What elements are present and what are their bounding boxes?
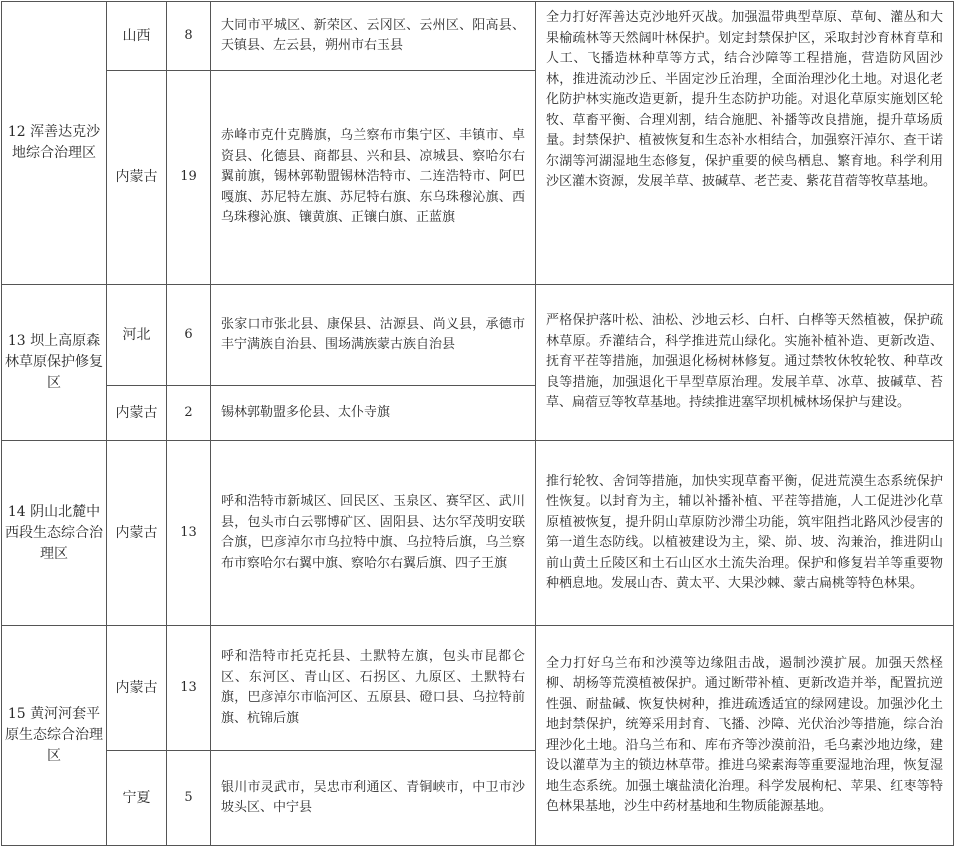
- county-count-cell: 6: [167, 285, 211, 386]
- counties-cell: 大同市平城区、新荣区、云冈区、云州区、阳高县、天镇县、左云县，朔州市右玉县: [211, 2, 536, 71]
- county-count-cell: 13: [167, 441, 211, 626]
- ecological-zones-table: [1, 1, 954, 846]
- counties-cell: 呼和浩特市托克托县、土默特左旗，包头市昆都仑区、东河区、青山区、石拐区、九原区、土默特右旗，巴彦淖尔市临河区、五原县、磴口县、乌拉特前旗、杭锦后旗: [211, 626, 536, 751]
- county-count-cell: 2: [167, 386, 211, 441]
- province-cell: 内蒙古: [107, 441, 167, 626]
- county-count-cell: 8: [167, 2, 211, 71]
- province-cell: 内蒙古: [107, 71, 167, 285]
- province-cell: 内蒙古: [107, 626, 167, 751]
- table-row: [2, 285, 954, 386]
- zone-name-cell: 13 坝上高原森林草原保护修复区: [2, 285, 107, 441]
- measures-cell: 推行轮牧、舍饲等措施，加快实现草畜平衡，促进荒漠生态系统保护性恢复。以封育为主，辅以补播补植、平茬等措施，人工促进沙化草原植被恢复，提升阴山草原防沙滞尘功能，筑牢阻挡北路风沙侵害的第一道生态防线。以植被建设为主，梁、峁、坡、沟兼治，推进阴山前山黄土丘陵区和土石山区水土流失治理。保护和修复岩羊等重要物种栖息地。发展山杏、黄太平、大果沙棘、蒙古扁桃等特色林果。: [536, 441, 954, 626]
- counties-cell: 银川市灵武市，吴忠市利通区、青铜峡市，中卫市沙坡头区、中宁县: [211, 751, 536, 846]
- table-row: [2, 2, 954, 71]
- table-row: [2, 626, 954, 751]
- province-cell: 内蒙古: [107, 386, 167, 441]
- counties-cell: 赤峰市克什克腾旗，乌兰察布市集宁区、丰镇市、卓资县、化德县、商都县、兴和县、凉城县、察哈尔右翼前旗，锡林郭勒盟锡林浩特市、二连浩特市、阿巴嘎旗、苏尼特左旗、苏尼特右旗、东乌珠穆沁旗、西乌珠穆沁旗、镶黄旗、正镶白旗、正蓝旗: [211, 71, 536, 285]
- zone-name-cell: 15 黄河河套平原生态综合治理区: [2, 626, 107, 846]
- measures-cell: 全力打好乌兰布和沙漠等边缘阻击战，遏制沙漠扩展。加强天然柽柳、胡杨等荒漠植被保护。通过断带补植、更新改造并举，配置抗逆性强、耐盐碱、恢复快树种，推进疏透适宜的绿网建设。加强沙化土地封禁保护，统筹采用封育、飞播、沙障、光伏治沙等措施，综合治理沙化土地。沿乌兰布和、库布齐等沙漠前沿，毛乌素沙地边缘，建设以灌草为主的锁边林草带。推进乌梁素海等重要湿地治理，恢复湿地生态系统。加强土壤盐渍化治理。科学发展枸杞、苹果、红枣等特色林果基地，沙生中药材基地和生物质能源基地。: [536, 626, 954, 846]
- counties-cell: 呼和浩特市新城区、回民区、玉泉区、赛罕区、武川县，包头市白云鄂博矿区、固阳县、达尔罕茂明安联合旗，巴彦淖尔市乌拉特中旗、乌拉特后旗，乌兰察布市察哈尔右翼中旗、察哈尔右翼后旗、四子王旗: [211, 441, 536, 626]
- counties-cell: 张家口市张北县、康保县、沽源县、尚义县，承德市丰宁满族自治县、围场满族蒙古族自治县: [211, 285, 536, 386]
- zone-name-cell: 14 阴山北麓中西段生态综合治理区: [2, 441, 107, 626]
- zone-name-cell: 12 浑善达克沙地综合治理区: [2, 2, 107, 285]
- counties-cell: 锡林郭勒盟多伦县、太仆寺旗: [211, 386, 536, 441]
- province-cell: 山西: [107, 2, 167, 71]
- measures-cell: 全力打好浑善达克沙地歼灭战。加强温带典型草原、草甸、灌丛和大果榆疏林等天然阔叶林保护。划定封禁保护区，采取封沙育林育草和人工、飞播造林种草等方式，结合沙障等工程措施，营造防风固沙林，推进流动沙丘、半固定沙丘治理，全面治理沙化土地。对退化老化防护林实施改造更新，提升生态防护功能。对退化草原实施划区轮牧、草畜平衡、合理刈割，结合施肥、补播等改良措施，提升草场质量。封禁保护、植被恢复和生态补水相结合，加强察汗淖尔、查干诺尔湖等河湖湿地生态修复，保护重要的候鸟栖息、繁育地。科学利用沙区灌木资源，发展羊草、披碱草、老芒麦、紫花苜蓿等牧草基地。: [536, 2, 954, 285]
- province-cell: 河北: [107, 285, 167, 386]
- table-row: [2, 441, 954, 626]
- county-count-cell: 19: [167, 71, 211, 285]
- county-count-cell: 13: [167, 626, 211, 751]
- county-count-cell: 5: [167, 751, 211, 846]
- measures-cell: 严格保护落叶松、油松、沙地云杉、白杆、白桦等天然植被，保护疏林草原。乔灌结合，科学推进荒山绿化。实施补植补造、更新改造、抚育平茬等措施，加强退化杨树林修复。通过禁牧休牧轮牧、种草改良等措施，加强退化干旱型草原治理。发展羊草、冰草、披碱草、苔草、扁蓿豆等牧草基地。持续推进塞罕坝机械林场保护与建设。: [536, 285, 954, 441]
- province-cell: 宁夏: [107, 751, 167, 846]
